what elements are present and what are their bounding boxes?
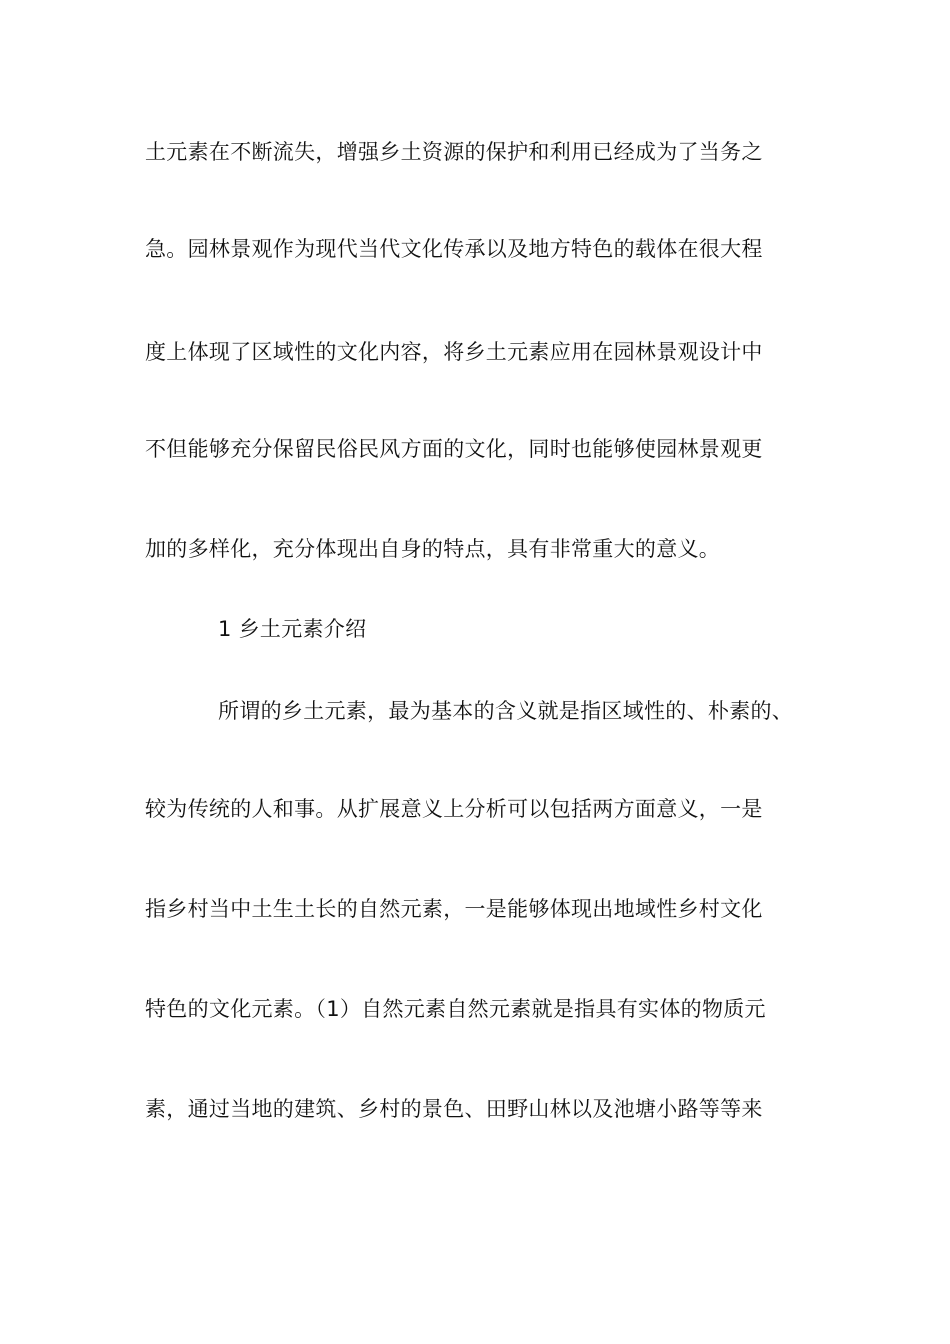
paragraph-line: 土元素在不断流失，增强乡土资源的保护和利用已经成为了当务之 — [145, 140, 763, 164]
paragraph-line: 特色的文化元素。（1）自然元素自然元素就是指具有实体的物质元 — [145, 997, 766, 1021]
paragraph-line: 加的多样化，充分体现出自身的特点，具有非常重大的意义。 — [145, 537, 721, 561]
section-heading: 1 乡土元素介绍 — [218, 617, 367, 641]
paragraph-line: 不但能够充分保留民俗民风方面的文化，同时也能够使园林景观更 — [145, 437, 763, 461]
paragraph-line: 指乡村当中土生土长的自然元素，一是能够体现出地域性乡村文化 — [145, 897, 763, 921]
paragraph-line: 较为传统的人和事。从扩展意义上分析可以包括两方面意义，一是 — [145, 797, 763, 821]
paragraph-line: 度上体现了区域性的文化内容，将乡土元素应用在园林景观设计中 — [145, 340, 763, 364]
paragraph-line: 所谓的乡土元素，最为基本的含义就是指区域性的、朴素的、 — [218, 699, 794, 723]
paragraph-line: 急。园林景观作为现代当代文化传承以及地方特色的载体在很大程 — [145, 237, 763, 261]
paragraph-line: 素，通过当地的建筑、乡村的景色、田野山林以及池塘小路等等来 — [145, 1097, 763, 1121]
